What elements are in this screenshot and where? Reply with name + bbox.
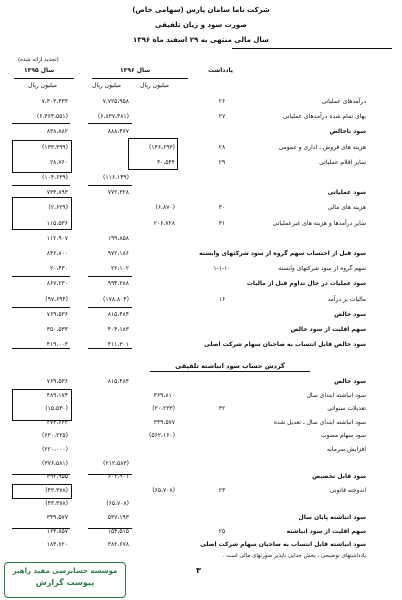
row-note: ۱۶ xyxy=(218,295,226,303)
row-value-prior: ۳۴۹،۵۷۷ xyxy=(46,514,68,521)
row-value-current-total: ۴۰۴،۱۸۳ xyxy=(107,326,129,333)
table-row xyxy=(0,432,402,442)
boxed-values xyxy=(12,389,72,421)
row-note: ۳۲ xyxy=(218,405,226,413)
row-value-prior: ۲۸،۷۶۰ xyxy=(49,158,68,166)
statement-title: صورت سود و زیان تلفیقی xyxy=(155,21,247,29)
restated-note: (تجدید ارائه شده) xyxy=(18,57,59,63)
row-value-current-total: ۹۹۴،۲۸۸ xyxy=(107,280,129,288)
row-value-prior: (۲۲۰،۰۰۰) xyxy=(42,446,68,453)
row-value-prior: ۴۸۹،۱۷۴ xyxy=(46,391,68,399)
total-rule xyxy=(88,348,132,349)
boxed-values xyxy=(12,484,72,499)
row-value-current-detail: ۳۴۹،۵۷۷ xyxy=(153,418,175,426)
total-rule xyxy=(88,307,132,308)
row-value-prior: (۴۳،۳۷۸) xyxy=(45,486,68,494)
row-label: سود سهام مصوب xyxy=(320,432,366,440)
row-label: سهم گروه از سود شرکتهای وابسته xyxy=(278,265,366,273)
row-value-current-detail: ۳۰،۵۴۴ xyxy=(156,158,175,166)
total-rule xyxy=(12,307,70,308)
row-value-current-total: (۱۱۶،۱۴۹) xyxy=(103,174,129,181)
total-rule xyxy=(12,528,70,529)
table-row xyxy=(0,250,402,260)
table-row xyxy=(0,98,402,108)
stamp-firm-name: موسسه حسابرسی مفید راهبر xyxy=(12,567,118,575)
boxed-values xyxy=(128,138,178,170)
row-value-prior: ۷،۳۰۳،۴۳۳ xyxy=(41,98,68,105)
row-value-current-detail: (۲۰،۲۳۳) xyxy=(152,405,175,413)
row-value-prior: ۷۶۹،۵۳۶ xyxy=(46,378,68,385)
statement-period: سال مالی منتهی به ۲۹ اسفند ماه ۱۳۹۶ xyxy=(133,36,269,44)
row-label: هزینه های مالی xyxy=(327,204,366,212)
row-value-current-total: ۷۷۲،۳۲۸ xyxy=(107,189,129,197)
row-label: سود خالص xyxy=(334,378,366,385)
row-label: سهم اقلیت از سود انباشته xyxy=(286,527,366,535)
row-value-current-total: (۲۱۲،۵۸۳) xyxy=(103,459,129,467)
row-value-prior: ۱۸۴،۷۲۰ xyxy=(46,541,68,549)
table-row xyxy=(0,113,402,123)
total-rule xyxy=(88,276,132,277)
unit-header-c2: میلیون ریال xyxy=(92,82,121,89)
row-value-current-total: ۱۵۴،۵۱۵ xyxy=(107,527,129,535)
row-value-prior: ۸۶۷،۲۳۰ xyxy=(46,280,68,288)
row-value-current-detail: ۳۶۹،۸۱۰ xyxy=(153,391,175,399)
row-label: سود خالص xyxy=(334,310,366,318)
row-note: ۲۷ xyxy=(218,113,226,121)
row-value-prior: ۳۹۲،۹۵۵ xyxy=(46,473,68,481)
row-label: تعدیلات سنواتی xyxy=(327,405,366,413)
row-value-prior: ۷۶۹،۵۳۶ xyxy=(46,310,68,318)
total-rule xyxy=(88,185,132,186)
row-label: سهم اقلیت از سود خالص xyxy=(290,326,366,333)
row-note: ۲۵ xyxy=(218,527,226,535)
stamp-attachment-label: پیوست گزارش xyxy=(35,578,95,587)
row-value-current-total: (۱۷۸،۸۰۴) xyxy=(103,295,129,303)
row-label: سود خالص قابل انتساب به صاحبان سهام شرکت اصلی xyxy=(204,341,366,349)
row-value-prior: ۳۵۰،۵۳۳ xyxy=(46,326,68,333)
row-value-prior: ۸۳۸،۸۸۲ xyxy=(46,128,68,136)
row-value-prior: (۶۳۰،۲۲۵) xyxy=(42,432,68,440)
row-label: افزایش سرمایه xyxy=(326,446,366,453)
row-label: سود قبل از احتساب سهم گروه از سود شرکتهای وابسته xyxy=(199,250,366,257)
row-value-prior: (۱۵،۵۳۰) xyxy=(45,405,68,413)
row-value-current-total: ۸۱۵،۴۸۴ xyxy=(107,310,129,318)
row-note: ۳۰ xyxy=(218,204,226,212)
row-note: ۱-۱-۱۰ xyxy=(213,265,231,273)
row-value-current-total: ۸۸۸،۴۷۷ xyxy=(107,128,129,136)
table-row xyxy=(0,296,402,306)
row-value-current-total: (۶،۸۳۷،۴۸۱) xyxy=(97,113,129,121)
year-current-header: سال ۱۳۹۶ xyxy=(120,67,151,74)
table-row xyxy=(0,265,402,275)
header-underline xyxy=(232,48,392,49)
row-note: ۲۳ xyxy=(218,486,226,494)
table-row xyxy=(0,341,402,351)
note-column-header: یادداشت xyxy=(208,67,233,74)
total-rule xyxy=(12,474,70,475)
row-note: ۳۱ xyxy=(218,219,226,227)
row-label: سود ناخالص xyxy=(329,128,366,136)
row-value-current-total: ۸۱۵،۴۸۴ xyxy=(107,378,129,385)
row-value-current-total: ۵۳۷،۱۹۳ xyxy=(107,514,129,521)
row-label: درآمدهای عملیاتی xyxy=(321,98,366,105)
row-note: ۲۶ xyxy=(218,98,226,105)
row-value-current-total: ۶۰۲،۹۰۱ xyxy=(107,473,129,481)
year-current-underline xyxy=(92,78,188,79)
row-note: ۲۸ xyxy=(218,143,226,151)
company-name: شرکت ناما سامان پارس (سهامی خاص) xyxy=(132,6,270,14)
table-row xyxy=(0,528,402,538)
total-rule xyxy=(88,123,132,124)
auditor-stamp xyxy=(4,562,126,598)
row-label: هزینه های فروش ، اداری و عمومی xyxy=(278,143,366,151)
year-prior-underline xyxy=(14,78,74,79)
row-value-current-detail: (۶۵،۷۰۸) xyxy=(152,486,175,494)
page-number: ۳ xyxy=(196,566,201,575)
total-rule xyxy=(12,276,70,277)
table-row xyxy=(0,500,402,510)
total-rule xyxy=(88,528,132,529)
table-row xyxy=(0,280,402,290)
total-rule xyxy=(12,185,70,186)
row-label: سود انباشته قابل انتساب به صاحبان سهام شرکت اصلی xyxy=(200,541,366,549)
row-value-prior: ۸۴۶،۸۰۰ xyxy=(46,250,68,257)
total-rule xyxy=(12,348,70,349)
row-label: سود انباشته ابتدای سال ـ تعدیل شده xyxy=(273,418,366,426)
row-value-prior: (۱۳۳،۳۹۹) xyxy=(42,143,68,151)
row-value-prior: ۱۱۲،۹۰۷ xyxy=(46,234,68,242)
row-value-prior: (۲،۶۲۹) xyxy=(48,204,68,212)
table-row xyxy=(0,541,402,551)
row-value-current-total: ۲۲،۱۰۲ xyxy=(110,265,129,273)
row-value-current-detail: (۱۴۶،۶۹۳) xyxy=(149,143,175,151)
row-label: سایر اقلام عملیاتی xyxy=(319,158,366,166)
year-prior-header: سال ۱۳۹۵ xyxy=(24,67,55,74)
row-value-current-total: ۱۹۹،۸۵۸ xyxy=(107,234,129,242)
row-value-prior: ۷۳۴،۸۹۳ xyxy=(46,189,68,197)
row-value-prior: ۲۰،۴۳۰ xyxy=(49,265,68,273)
row-label: سود عملیاتی xyxy=(327,189,366,197)
table-row xyxy=(0,514,402,524)
section-title-underline xyxy=(150,371,310,372)
table-row xyxy=(0,128,402,138)
boxed-values xyxy=(12,140,72,173)
row-label: سود انباشته پایان سال xyxy=(298,514,366,521)
row-label: سایر درآمدها و هزینه های غیرعملیاتی xyxy=(272,219,366,227)
row-value-current-detail: ۲۰۶،۷۲۸ xyxy=(153,219,175,227)
table-row xyxy=(0,326,402,336)
row-value-prior: (۱۰۴،۶۳۹) xyxy=(42,174,68,181)
row-value-prior: (۹۷،۶۹۴) xyxy=(45,295,68,303)
total-rule xyxy=(12,123,70,124)
row-label: سود انباشته ابتدای سال xyxy=(306,391,366,399)
table-row xyxy=(0,460,402,470)
row-label: سود قابل تخصیص xyxy=(312,473,366,481)
footer-note: یادداشتهای توضیحی ، بخش جدایی ناپذیر صورتهای مالی است . xyxy=(222,553,366,559)
row-value-current-detail: (۵۶۲،۱۶۰) xyxy=(149,432,175,440)
unit-header-c3: میلیون ریال xyxy=(28,82,57,89)
row-value-current-total: (۶۵،۷۰۸) xyxy=(106,500,129,508)
row-label: مالیات بر درآمد xyxy=(327,295,366,303)
section-title: گردش حساب سود انباشته تلفیقی xyxy=(175,362,285,370)
row-value-prior: ۱۱۵،۵۳۶ xyxy=(46,219,68,227)
table-row xyxy=(0,378,402,388)
table-row xyxy=(0,235,402,245)
row-value-current-total: ۴۱۱،۳۰۱ xyxy=(107,341,129,349)
row-value-prior: (۶،۴۶۴،۵۵۱) xyxy=(36,113,68,121)
row-label: سود عملیات در حال تداوم قبل از مالیات xyxy=(246,280,366,288)
row-value-current-total: ۳۸۲،۶۷۸ xyxy=(107,541,129,549)
row-value-prior: (۳۷۶،۵۸۱) xyxy=(42,459,68,467)
row-value-prior: (۴۳،۳۷۸) xyxy=(45,500,68,508)
row-value-prior: ۱۶۴،۸۵۷ xyxy=(46,527,68,535)
row-value-current-total: ۹۷۲،۱۸۶ xyxy=(107,250,129,257)
row-note: ۲۹ xyxy=(218,158,226,166)
row-value-prior: ۴۱۹،۰۰۳ xyxy=(46,341,68,349)
total-rule xyxy=(88,474,132,475)
unit-header-c1: میلیون ریال xyxy=(140,82,169,89)
row-label: بهای تمام شده درآمدهای عملیاتی xyxy=(282,113,366,121)
row-value-current-detail: (۶،۸۷۰) xyxy=(155,204,175,212)
boxed-values xyxy=(12,197,72,230)
row-value-current-total: ۷،۷۲۵،۹۵۸ xyxy=(102,98,129,105)
table-row xyxy=(0,311,402,321)
row-label: اندوخته قانونی xyxy=(329,486,366,494)
table-row xyxy=(0,446,402,456)
row-value-prior: ۴۷۳،۶۴۴ xyxy=(46,418,68,426)
table-row xyxy=(0,174,402,184)
